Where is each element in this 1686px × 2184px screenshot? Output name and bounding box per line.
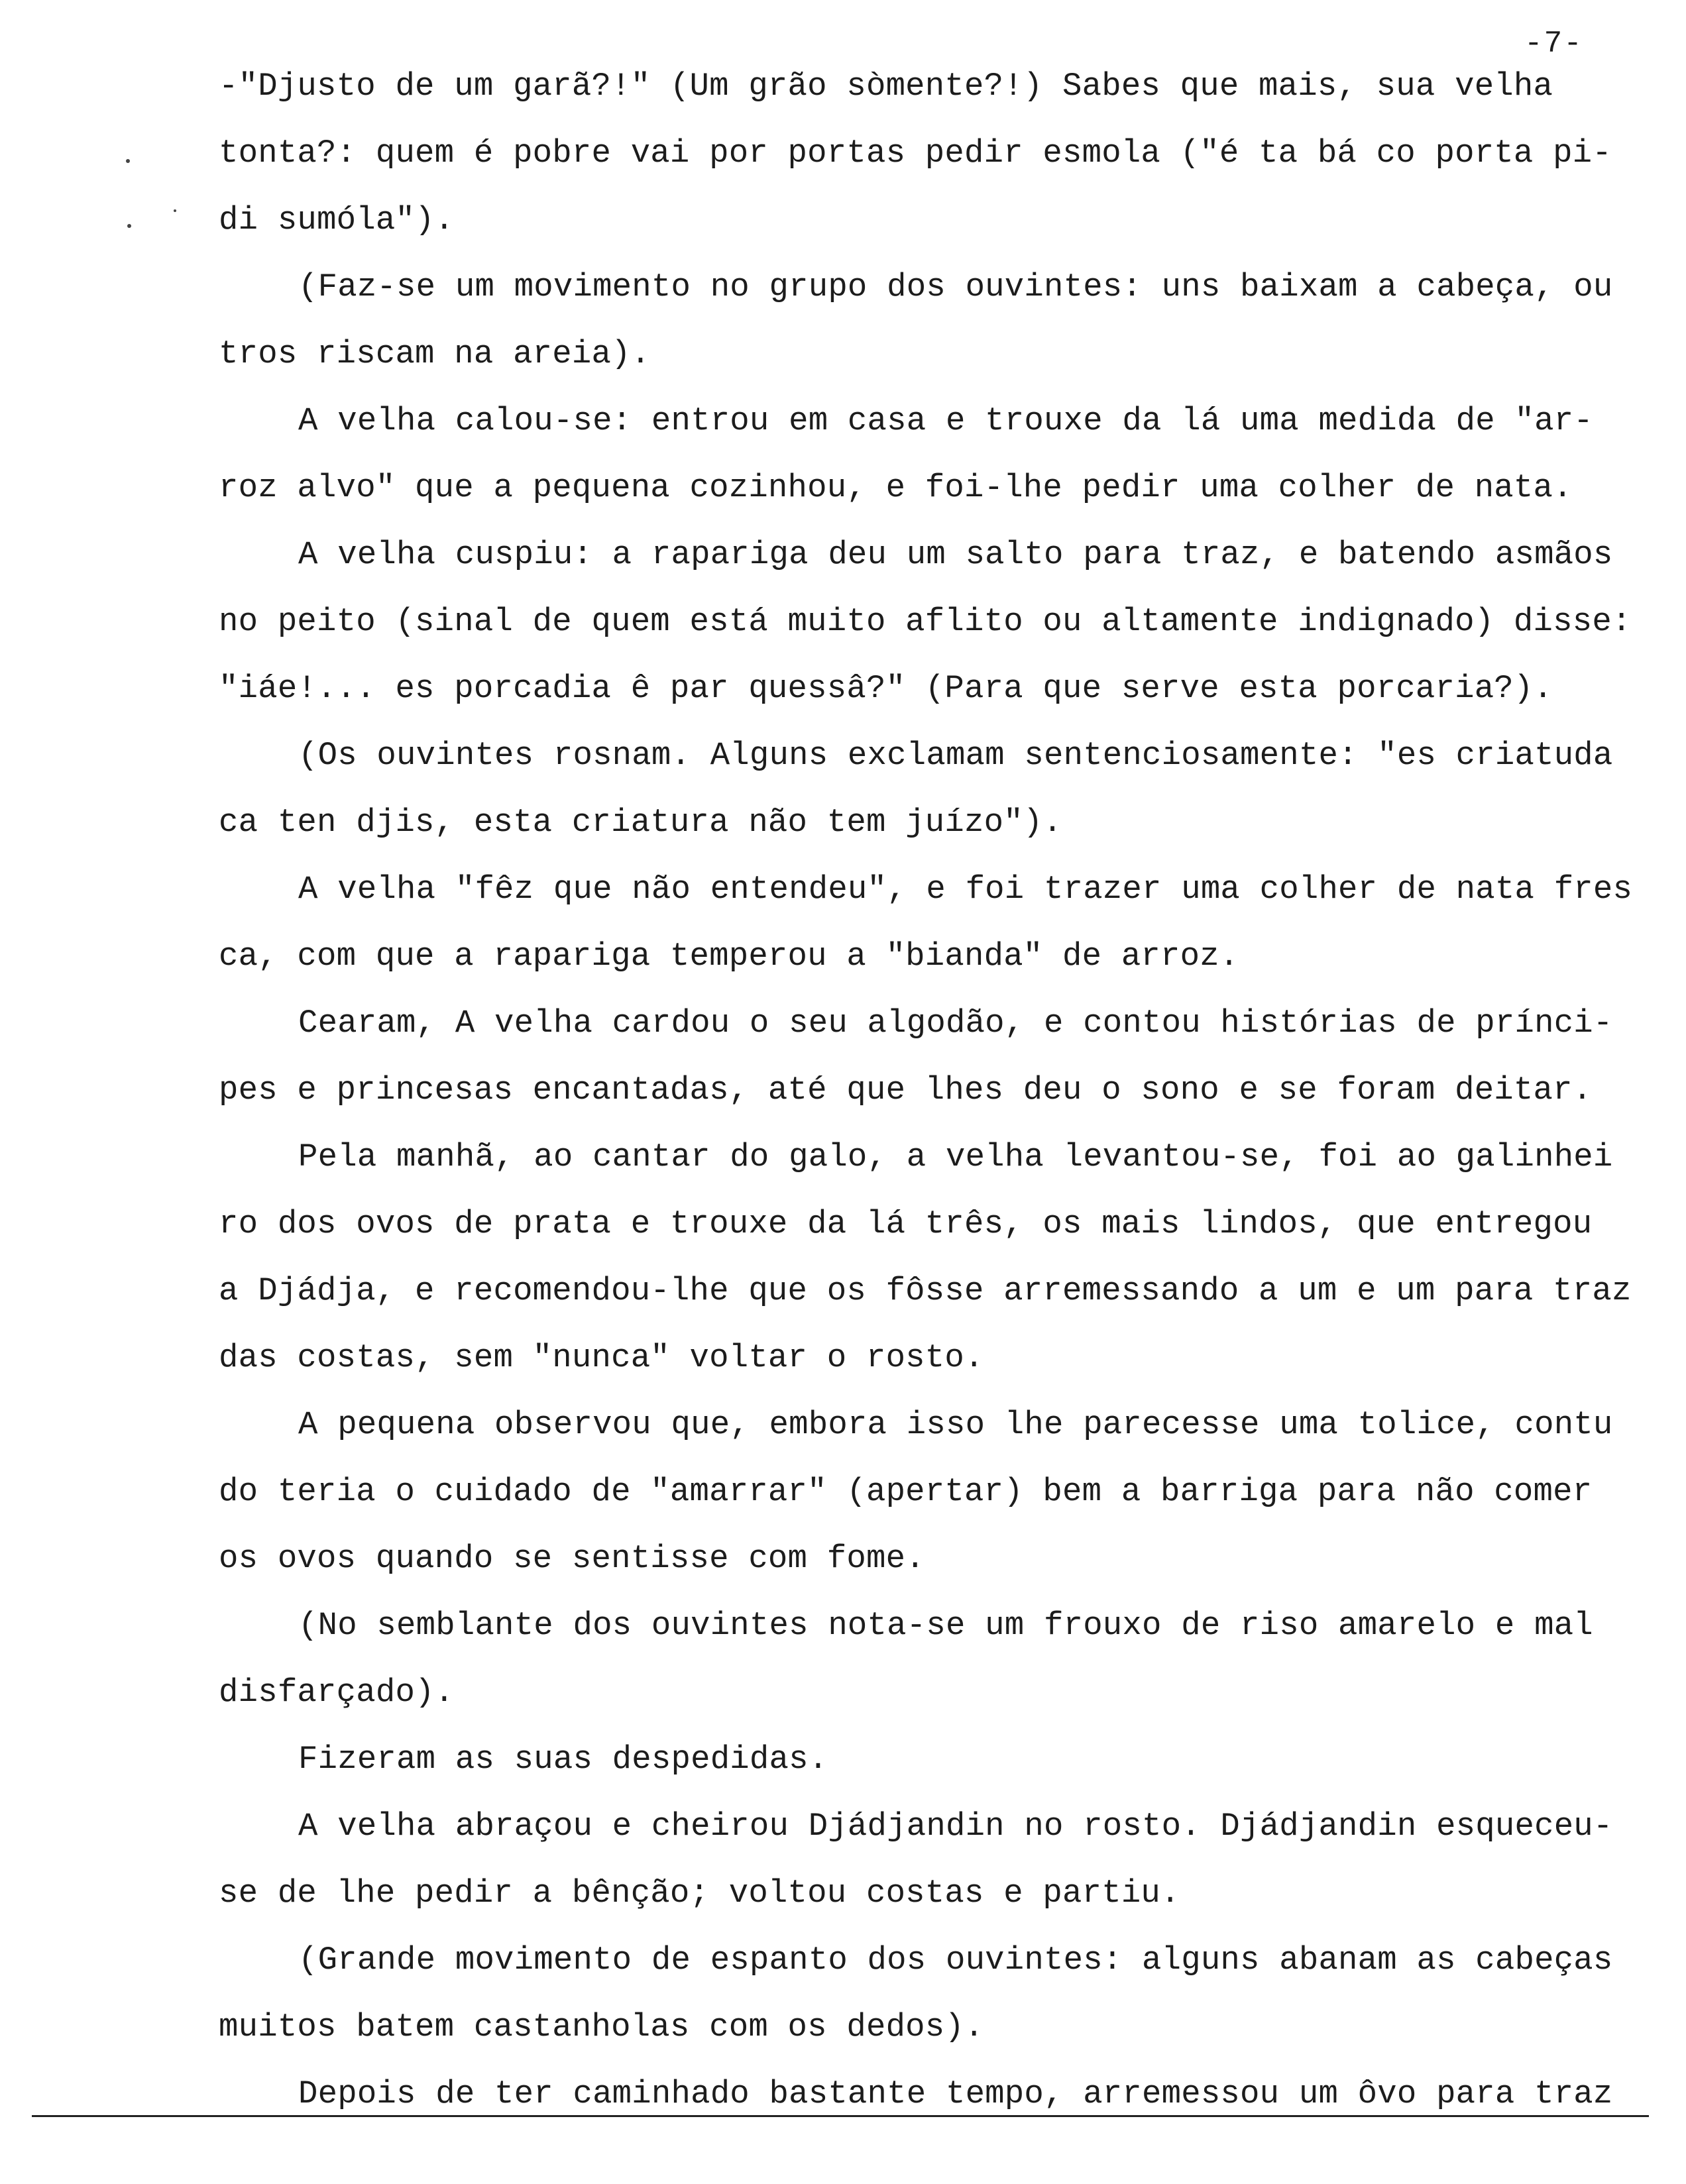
text-line: disfarçado).: [219, 1674, 455, 1711]
text-line: di sumóla").: [219, 201, 455, 239]
text-line: tonta?: quem é pobre vai por portas pedir esmola ("é ta bá co porta pi-: [219, 135, 1612, 172]
margin-speck: [174, 209, 176, 212]
text-line: A velha calou-se: entrou em casa e trouxe da lá uma medida de "ar-: [298, 402, 1593, 439]
text-line: ca, com que a rapariga temperou a "bianda" de arroz.: [219, 938, 1239, 975]
text-line: "iáe!... es porcadia ê par quessâ?" (Para que serve esta porcaria?).: [219, 670, 1553, 707]
text-line: -"Djusto de um garã?!" (Um grão sòmente?!) Sabes que mais, sua velha: [219, 68, 1553, 105]
text-line: a Djádja, e recomendou-lhe que os fôsse arremessando a um e um para traz: [219, 1272, 1632, 1309]
text-line: (Faz-se um movimento no grupo dos ouvintes: uns baixam a cabeça, ou: [298, 268, 1613, 305]
text-line: A velha cuspiu: a rapariga deu um salto para traz, e batendo asmãos: [298, 536, 1613, 573]
margin-speck: [127, 224, 131, 228]
text-line: os ovos quando se sentisse com fome.: [219, 1540, 925, 1577]
text-line: (Os ouvintes rosnam. Alguns exclamam sentenciosamente: "es criatuda: [298, 737, 1613, 774]
text-line: ca ten djis, esta criatura não tem juízo").: [219, 804, 1063, 841]
text-line: A velha abraçou e cheirou Djádjandin no rosto. Djádjandin esqueceu-: [298, 1808, 1613, 1845]
text-line: muitos batem castanholas com os dedos).: [219, 2008, 984, 2046]
text-line: do teria o cuidado de "amarrar" (apertar) bem a barriga para não comer: [219, 1473, 1593, 1510]
text-line: (No semblante dos ouvintes nota-se um frouxo de riso amarelo e mal: [298, 1607, 1593, 1644]
text-line: A velha "fêz que não entendeu", e foi trazer uma colher de nata fres: [298, 871, 1633, 908]
text-line: roz alvo" que a pequena cozinhou, e foi-lhe pedir uma colher de nata.: [219, 469, 1573, 506]
text-line: das costas, sem "nunca" voltar o rosto.: [219, 1339, 984, 1376]
text-line: Fizeram as suas despedidas.: [298, 1741, 828, 1778]
text-line: Pela manhã, ao cantar do galo, a velha levantou-se, foi ao galinhei: [298, 1138, 1613, 1175]
text-line: Depois de ter caminhado bastante tempo, arremessou um ôvo para traz: [298, 2075, 1613, 2112]
page-number: -7-: [1524, 27, 1583, 61]
text-line: no peito (sinal de quem está muito aflito ou altamente indignado) disse:: [219, 603, 1632, 640]
text-line: A pequena observou que, embora isso lhe parecesse uma tolice, contu: [298, 1406, 1613, 1443]
margin-speck: [126, 159, 130, 163]
text-line: se de lhe pedir a bênção; voltou costas e partiu.: [219, 1875, 1180, 1912]
text-line: (Grande movimento de espanto dos ouvintes: alguns abanam as cabeças: [298, 1941, 1613, 1979]
typed-text-body: [219, 53, 1633, 2128]
text-line: Cearam, A velha cardou o seu algodão, e contou histórias de prínci-: [298, 1005, 1613, 1042]
text-line: ro dos ovos de prata e trouxe da lá três, os mais lindos, que entregou: [219, 1205, 1593, 1242]
text-line: tros riscam na areia).: [219, 335, 651, 372]
text-line: pes e princesas encantadas, até que lhes deu o sono e se foram deitar.: [219, 1071, 1593, 1109]
bottom-rule: [32, 2115, 1649, 2117]
